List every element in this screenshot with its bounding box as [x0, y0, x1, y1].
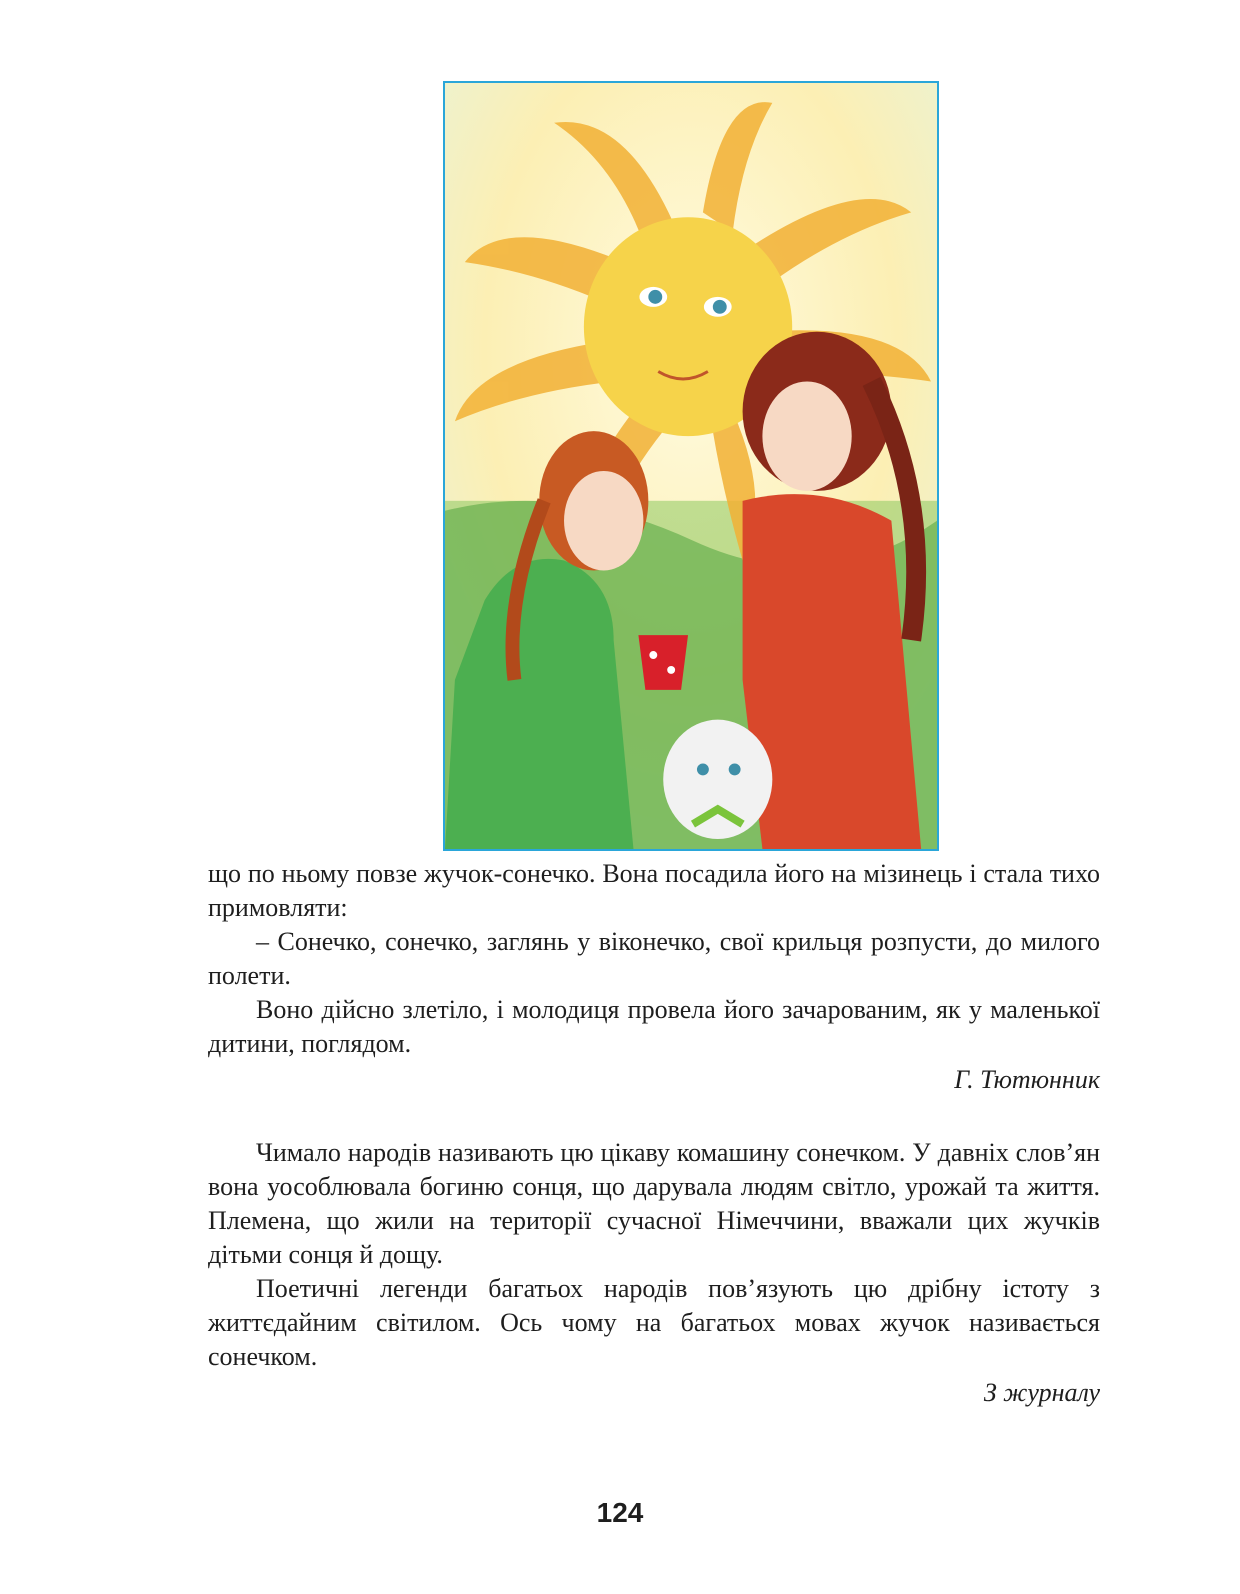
article-paragraph: Чимало народів називають цю цікаву комашину сонечком. У давніх слов’ян вона уособлювала богиню сонця, що дарувала людям світло, урожай та життя. Племена, що жили на території сучасної Німеччини, вважали цих жучків дітьми сонця й дощу. — [208, 1138, 1100, 1269]
story-paragraph: Воно дійсно злетіло, і молодиця провела його зачарованим, як у маленької дитини, поглядом. — [208, 995, 1100, 1058]
story-paragraph: що по ньому повзе жучок-сонечко. Вона посадила його на мізинець і стала тихо примовляти: — [208, 859, 1100, 922]
story-dialogue: – Сонечко, сонечко, заглянь у віконечко, свої крильця розпусти, до милого полети. — [208, 927, 1100, 990]
page-number: 124 — [596, 1497, 644, 1528]
book-illustration — [443, 81, 939, 851]
article-source: З журналу — [983, 1378, 1100, 1407]
sun-and-girls-illustration-icon — [445, 83, 937, 849]
article-excerpt — [208, 1136, 1100, 1374]
article-paragraph: Поетичні легенди багатьох народів пов’язують цю дрібну істоту з життєдайним світилом. Ось чому на багатьох мовах жучок називається сонечком. — [208, 1274, 1100, 1371]
story-author: Г. Тютюнник — [954, 1065, 1100, 1094]
story-excerpt — [208, 857, 1100, 1061]
